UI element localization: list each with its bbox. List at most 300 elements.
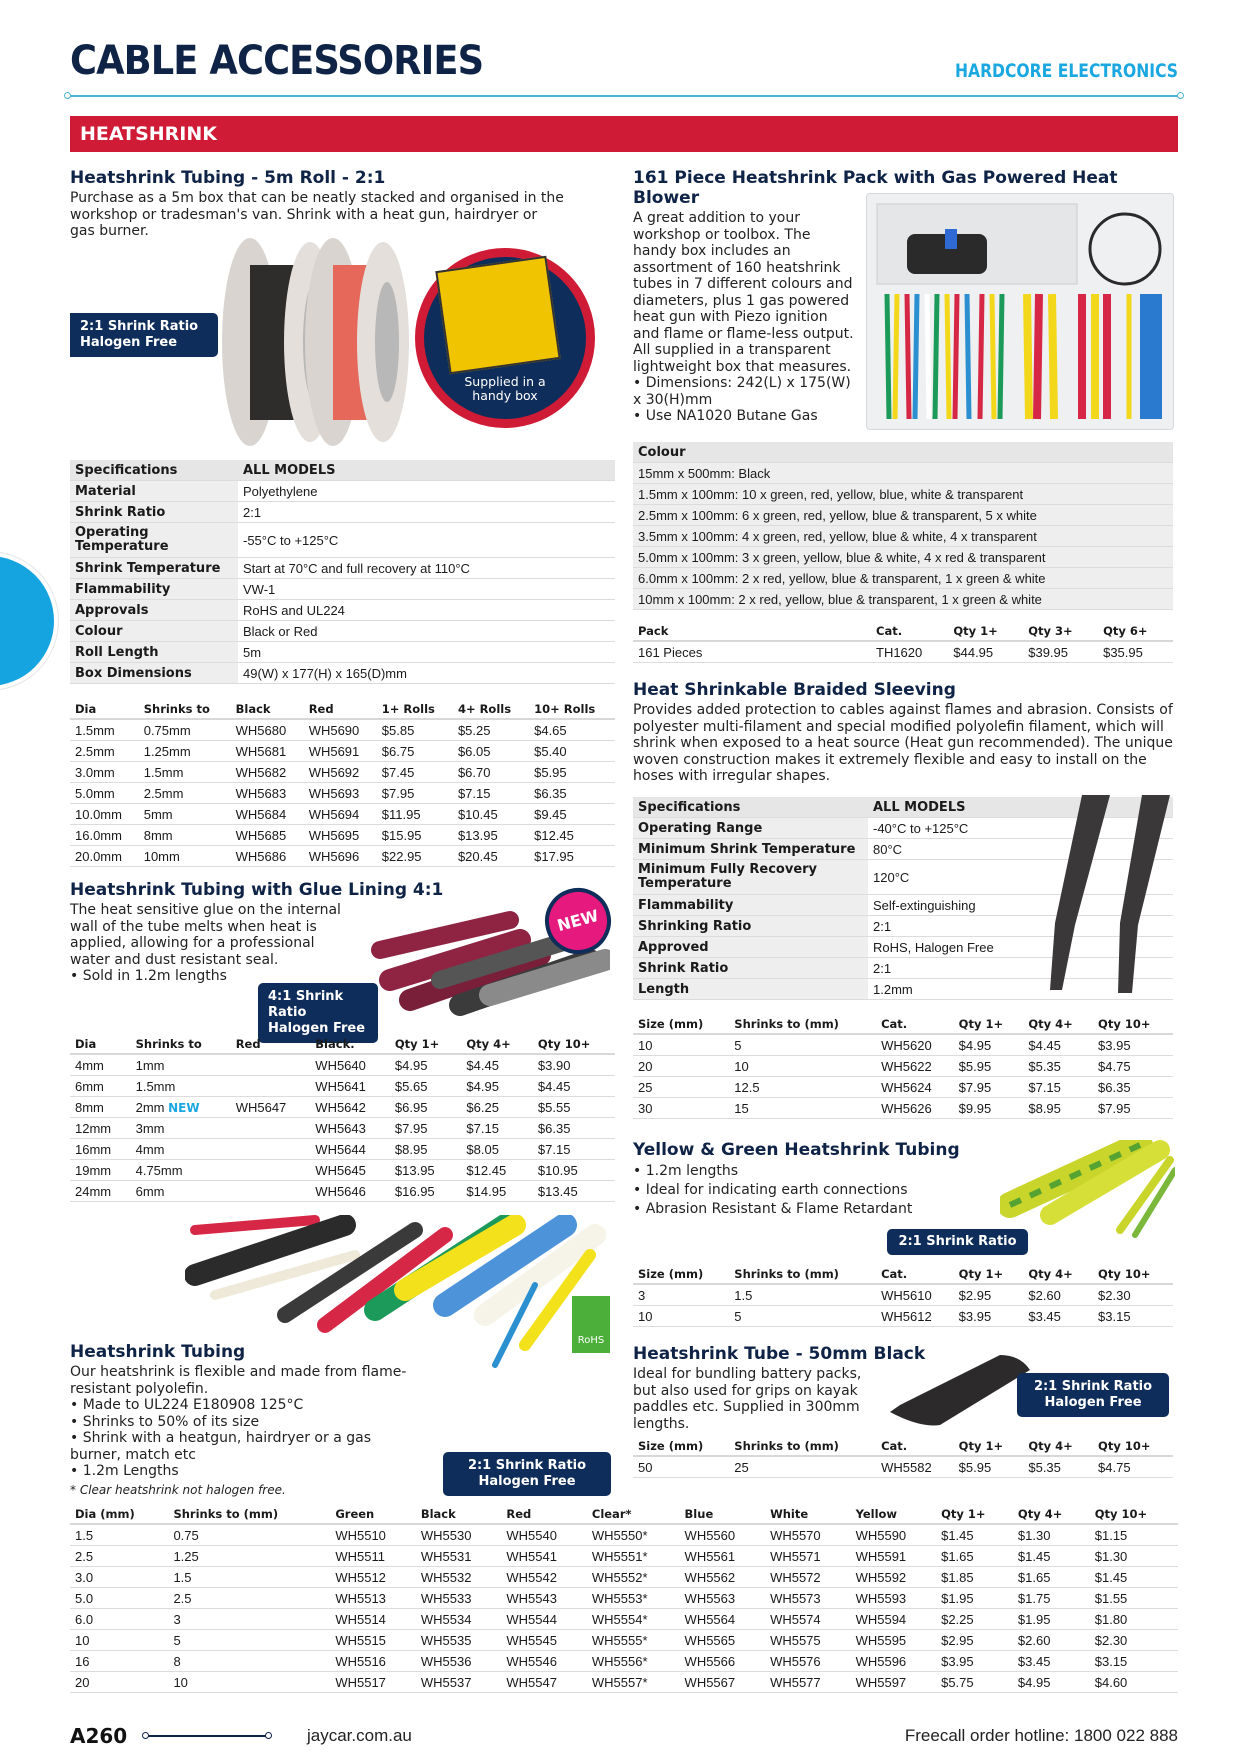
table-cell: WH5515 bbox=[330, 1630, 416, 1651]
table-cell: WH5594 bbox=[851, 1609, 937, 1630]
table-cell: WH5595 bbox=[851, 1630, 937, 1651]
table-cell: 2:1 bbox=[868, 916, 1173, 937]
product-title: Heatshrink Tube - 50mm Black bbox=[633, 1344, 926, 1364]
column-header: Qty 10+ bbox=[1093, 1265, 1173, 1284]
column-header: Cat. bbox=[876, 1015, 954, 1034]
table-cell: $1.45 bbox=[1090, 1567, 1178, 1588]
pack-price-table bbox=[633, 622, 1173, 663]
product-title: Heat Shrinkable Braided Sleeving bbox=[633, 680, 956, 700]
table-cell: $5.95 bbox=[954, 1456, 1024, 1478]
column-header: Red bbox=[304, 700, 377, 719]
spec-badge bbox=[1017, 1373, 1169, 1417]
table-cell: $7.95 bbox=[954, 1077, 1024, 1098]
column-header: Yellow bbox=[851, 1505, 937, 1524]
table-cell: WH5596 bbox=[851, 1651, 937, 1672]
table-cell: ALL MODELS bbox=[868, 797, 1173, 818]
table-cell: WH5683 bbox=[231, 783, 304, 804]
table-header-row bbox=[633, 442, 1173, 463]
table-cell: WH5544 bbox=[501, 1609, 587, 1630]
table-header-row bbox=[70, 460, 615, 481]
table-cell: $1.65 bbox=[936, 1546, 1013, 1567]
table-cell: $6.25 bbox=[461, 1097, 533, 1118]
website-link[interactable]: jaycar.com.au bbox=[307, 1726, 412, 1745]
table-header-row bbox=[70, 523, 615, 558]
table-row bbox=[70, 1651, 1178, 1672]
table-cell: $3.95 bbox=[1093, 1034, 1173, 1056]
table-cell: 10 bbox=[729, 1056, 876, 1077]
table-cell: WH5645 bbox=[310, 1160, 390, 1181]
table-cell: WH5561 bbox=[680, 1546, 766, 1567]
column-header: Shrinks to bbox=[139, 700, 231, 719]
table-cell: WH5551* bbox=[587, 1546, 680, 1567]
table-cell: WH5685 bbox=[231, 825, 304, 846]
table-cell: $2.25 bbox=[936, 1609, 1013, 1630]
table-row bbox=[70, 1567, 1178, 1588]
table-row bbox=[70, 825, 615, 846]
column-header: Shrinks to (mm) bbox=[168, 1505, 330, 1524]
table-row bbox=[633, 1306, 1173, 1327]
table-cell bbox=[231, 1054, 311, 1076]
table-cell: WH5555* bbox=[587, 1630, 680, 1651]
table-cell: Length bbox=[633, 979, 868, 1000]
column-header: Qty 4+ bbox=[1013, 1505, 1090, 1524]
product-yellow-green bbox=[633, 1140, 993, 1219]
table-cell: WH5554* bbox=[587, 1609, 680, 1630]
table-cell: 0.75 bbox=[168, 1524, 330, 1546]
table-cell: 5 bbox=[729, 1034, 876, 1056]
table-cell: WH5624 bbox=[876, 1077, 954, 1098]
table-row bbox=[70, 1160, 615, 1181]
table-cell: Flammability bbox=[633, 895, 868, 916]
bullet: • Shrink with a heatgun, hairdryer or a gas burner, match etc bbox=[70, 1430, 410, 1463]
table-header-row bbox=[633, 463, 1173, 484]
header-divider bbox=[70, 95, 1178, 97]
table-cell: 50 bbox=[633, 1456, 729, 1478]
table-cell: $8.95 bbox=[1023, 1098, 1093, 1119]
table-row bbox=[633, 1034, 1173, 1056]
table-cell: WH5531 bbox=[416, 1546, 502, 1567]
table-cell: WH5541 bbox=[501, 1546, 587, 1567]
table-cell: WH5680 bbox=[231, 719, 304, 741]
table-cell: 6mm bbox=[131, 1181, 231, 1202]
table-cell: 10mm x 100mm: 2 x red, yellow, blue & transparent, 1 x green & white bbox=[633, 589, 1173, 610]
table-cell: RoHS and UL224 bbox=[238, 600, 615, 621]
table-cell: Approved bbox=[633, 937, 868, 958]
table-row bbox=[70, 1097, 615, 1118]
table-cell: WH5511 bbox=[330, 1546, 416, 1567]
table-cell: Colour bbox=[70, 621, 238, 642]
table-cell: 1.25mm bbox=[139, 741, 231, 762]
table-cell: $2.60 bbox=[1023, 1284, 1093, 1306]
yellow-green-price-table bbox=[633, 1265, 1173, 1327]
product-roll bbox=[70, 168, 570, 240]
table-cell: WH5566 bbox=[680, 1651, 766, 1672]
table-cell: 25 bbox=[633, 1077, 729, 1098]
table-cell: $5.35 bbox=[1023, 1456, 1093, 1478]
yellow-green-tubing-image bbox=[1000, 1140, 1175, 1240]
column-header: 1+ Rolls bbox=[377, 700, 453, 719]
table-cell: $6.75 bbox=[377, 741, 453, 762]
table-cell: $7.95 bbox=[1093, 1098, 1173, 1119]
table-header-row bbox=[633, 547, 1173, 568]
product-braided-sleeving bbox=[633, 680, 1178, 785]
table-cell: Specifications bbox=[70, 460, 238, 481]
table-cell: 3.0 bbox=[70, 1567, 168, 1588]
table-header-row bbox=[633, 505, 1173, 526]
table-cell: WH5517 bbox=[330, 1672, 416, 1693]
table-cell: $5.35 bbox=[1023, 1056, 1093, 1077]
table-cell: $6.95 bbox=[390, 1097, 462, 1118]
table-cell: WH5640 bbox=[310, 1054, 390, 1076]
table-cell: WH5682 bbox=[231, 762, 304, 783]
table-cell: $1.95 bbox=[936, 1588, 1013, 1609]
tube50-price-table bbox=[633, 1437, 1173, 1478]
badge-line: Halogen Free bbox=[80, 335, 178, 350]
table-cell: $20.45 bbox=[453, 846, 529, 867]
table-cell: WH5575 bbox=[765, 1630, 851, 1651]
column-header: Green bbox=[330, 1505, 416, 1524]
table-cell: WH5563 bbox=[680, 1588, 766, 1609]
table-cell: WH5510 bbox=[330, 1524, 416, 1546]
page-title: CABLE ACCESSORIES bbox=[70, 38, 484, 84]
table-cell: RoHS, Halogen Free bbox=[868, 937, 1173, 958]
column-header: Qty 6+ bbox=[1098, 622, 1173, 641]
product-description: A great addition to your workshop or toolbox. The handy box includes an assortment of 160 heatshrink tubes in 7 different colours and diameters, plus 1 gas powered heat gun with Piezo ignition and flame or flame-less output. All supplied in a transparent lightweight box that measures. bbox=[633, 210, 854, 375]
table-cell: 4.75mm bbox=[131, 1160, 231, 1181]
table-cell: 10 bbox=[633, 1034, 729, 1056]
table-cell: 10.0mm bbox=[70, 804, 139, 825]
table-cell: WH5513 bbox=[330, 1588, 416, 1609]
column-header: Dia bbox=[70, 700, 139, 719]
column-header: Qty 1+ bbox=[954, 1015, 1024, 1034]
table-cell: 5 bbox=[729, 1306, 876, 1327]
table-cell: Shrink Ratio bbox=[633, 958, 868, 979]
product-description: Ideal for bundling battery packs, but also used for grips on kayak paddles etc. Supplied in 300mm lengths. bbox=[633, 1366, 862, 1432]
table-cell: Start at 70°C and full recovery at 110°C bbox=[238, 558, 615, 579]
table-cell: $4.95 bbox=[954, 1034, 1024, 1056]
table-cell: WH5641 bbox=[310, 1076, 390, 1097]
table-cell: $8.95 bbox=[390, 1139, 462, 1160]
table-cell: WH5691 bbox=[304, 741, 377, 762]
table-cell: Shrink Ratio bbox=[70, 502, 238, 523]
table-cell: WH5556* bbox=[587, 1651, 680, 1672]
table-cell: TH1620 bbox=[871, 641, 948, 663]
bullet: • Abrasion Resistant & Flame Retardant bbox=[633, 1200, 993, 1219]
table-cell: 1.5 bbox=[70, 1524, 168, 1546]
table-cell: $3.45 bbox=[1013, 1651, 1090, 1672]
table-cell: $1.65 bbox=[1013, 1567, 1090, 1588]
table-row bbox=[70, 1181, 615, 1202]
brand-label: HARDCORE ELECTRONICS bbox=[954, 60, 1178, 82]
table-header-row bbox=[633, 484, 1173, 505]
column-header: Red bbox=[501, 1505, 587, 1524]
table-row bbox=[70, 1139, 615, 1160]
column-header: Dia (mm) bbox=[70, 1505, 168, 1524]
table-cell: WH5537 bbox=[416, 1672, 502, 1693]
column-header: Qty 3+ bbox=[1023, 622, 1098, 641]
table-cell: Self-extinguishing bbox=[868, 895, 1173, 916]
table-row bbox=[633, 1056, 1173, 1077]
bullet: • Ideal for indicating earth connections bbox=[633, 1181, 993, 1200]
table-cell: $5.40 bbox=[529, 741, 615, 762]
column-header: Cat. bbox=[876, 1437, 954, 1456]
table-cell: WH5565 bbox=[680, 1630, 766, 1651]
table-cell: WH5535 bbox=[416, 1630, 502, 1651]
table-header-row bbox=[70, 700, 615, 719]
column-header: Qty 4+ bbox=[1023, 1265, 1093, 1284]
table-cell: $5.55 bbox=[533, 1097, 615, 1118]
table-cell: $4.75 bbox=[1093, 1056, 1173, 1077]
table-cell: WH5622 bbox=[876, 1056, 954, 1077]
table-cell: $4.95 bbox=[1013, 1672, 1090, 1693]
table-cell: WH5644 bbox=[310, 1139, 390, 1160]
table-header-row bbox=[70, 579, 615, 600]
bullet: • Dimensions: 242(L) x 175(W) x 30(H)mm bbox=[633, 375, 858, 408]
table-cell: $2.30 bbox=[1090, 1630, 1178, 1651]
table-cell: Shrinking Ratio bbox=[633, 916, 868, 937]
text: Halogen Free bbox=[1044, 1395, 1142, 1410]
column-header: Qty 1+ bbox=[954, 1265, 1024, 1284]
table-row bbox=[70, 804, 615, 825]
table-cell: 161 Pieces bbox=[633, 641, 871, 663]
table-row bbox=[70, 762, 615, 783]
table-cell: WH5620 bbox=[876, 1034, 954, 1056]
table-cell: $4.45 bbox=[533, 1076, 615, 1097]
table-cell: Material bbox=[70, 481, 238, 502]
table-cell: $1.15 bbox=[1090, 1524, 1178, 1546]
table-cell: $5.25 bbox=[453, 719, 529, 741]
column-header: Shrinks to bbox=[131, 1035, 231, 1054]
table-cell: 15 bbox=[729, 1098, 876, 1119]
table-cell: $6.35 bbox=[529, 783, 615, 804]
table-cell: 12mm bbox=[70, 1118, 131, 1139]
table-cell: 6.0 bbox=[70, 1609, 168, 1630]
spec-badge bbox=[443, 1452, 611, 1496]
product-description: The heat sensitive glue on the internal wall of the tube melts when heat is applied, allowing for a professional water and dust resistant seal. bbox=[70, 902, 341, 968]
roll-price-table bbox=[70, 700, 615, 867]
table-cell: WH5557* bbox=[587, 1672, 680, 1693]
table-cell: 0.75mm bbox=[139, 719, 231, 741]
table-cell: $7.15 bbox=[1023, 1077, 1093, 1098]
table-row bbox=[70, 1609, 1178, 1630]
table-header-row bbox=[633, 622, 1173, 641]
table-cell: 5 bbox=[168, 1630, 330, 1651]
table-cell: 10 bbox=[168, 1672, 330, 1693]
product-heatshrink-tubing bbox=[70, 1342, 410, 1498]
black-tube-image bbox=[880, 1350, 1040, 1430]
table-cell: 3mm bbox=[131, 1118, 231, 1139]
table-row bbox=[70, 1054, 615, 1076]
table-cell: $2.95 bbox=[936, 1630, 1013, 1651]
table-cell: $7.15 bbox=[533, 1139, 615, 1160]
table-cell: $44.95 bbox=[948, 641, 1023, 663]
callout-caption bbox=[424, 375, 586, 403]
table-cell: WH5582 bbox=[876, 1456, 954, 1478]
table-header-row bbox=[633, 568, 1173, 589]
braided-sleeve-image bbox=[1020, 795, 1170, 995]
table-cell: 16 bbox=[70, 1651, 168, 1672]
table-cell: WH5545 bbox=[501, 1630, 587, 1651]
table-cell: $5.65 bbox=[390, 1076, 462, 1097]
braided-price-table bbox=[633, 1015, 1173, 1119]
side-tab-marker bbox=[0, 552, 58, 690]
table-cell: WH5540 bbox=[501, 1524, 587, 1546]
table-cell: $13.45 bbox=[533, 1181, 615, 1202]
table-cell: 16mm bbox=[70, 1139, 131, 1160]
rohs-logo: RoHS bbox=[572, 1296, 610, 1353]
table-cell: $13.95 bbox=[453, 825, 529, 846]
table-cell: $7.95 bbox=[390, 1118, 462, 1139]
table-cell: $2.30 bbox=[1093, 1284, 1173, 1306]
table-header-row bbox=[633, 526, 1173, 547]
table-cell: $1.85 bbox=[936, 1567, 1013, 1588]
table-cell: $5.85 bbox=[377, 719, 453, 741]
table-cell: 16.0mm bbox=[70, 825, 139, 846]
table-cell: 5mm bbox=[139, 804, 231, 825]
product-description: Purchase as a 5m box that can be neatly stacked and organised in the workshop or tradesman's van. Shrink with a heat gun, hairdryer or gas burner. bbox=[70, 190, 564, 239]
table-cell: 49(W) x 177(H) x 165(D)mm bbox=[238, 663, 615, 684]
table-cell: WH5552* bbox=[587, 1567, 680, 1588]
table-header-row bbox=[633, 1015, 1173, 1034]
table-cell: 2.5mm x 100mm: 6 x green, red, yellow, blue & transparent, 5 x white bbox=[633, 505, 1173, 526]
table-cell: 8 bbox=[168, 1651, 330, 1672]
table-cell: WH5572 bbox=[765, 1567, 851, 1588]
table-cell: WH5610 bbox=[876, 1284, 954, 1306]
table-cell: ALL MODELS bbox=[238, 460, 615, 481]
table-cell: 5m bbox=[238, 642, 615, 663]
column-header: Clear* bbox=[587, 1505, 680, 1524]
table-row bbox=[70, 1630, 1178, 1651]
table-cell: $4.75 bbox=[1093, 1456, 1173, 1478]
table-cell: $3.95 bbox=[954, 1306, 1024, 1327]
table-cell: 2.5mm bbox=[139, 783, 231, 804]
table-cell: Specifications bbox=[633, 797, 868, 818]
table-cell: WH5564 bbox=[680, 1609, 766, 1630]
table-cell: WH5591 bbox=[851, 1546, 937, 1567]
table-cell: 5.0 bbox=[70, 1588, 168, 1609]
table-row bbox=[633, 1456, 1173, 1478]
table-cell: WH5626 bbox=[876, 1098, 954, 1119]
text: 2:1 Shrink Ratio bbox=[1033, 1379, 1153, 1394]
text: handy box bbox=[472, 388, 538, 403]
column-header: Qty 1+ bbox=[936, 1505, 1013, 1524]
table-cell: $4.60 bbox=[1090, 1672, 1178, 1693]
product-title: Heatshrink Tubing bbox=[70, 1342, 246, 1362]
table-cell: $13.95 bbox=[390, 1160, 462, 1181]
table-cell: $4.65 bbox=[529, 719, 615, 741]
roll-spec-table bbox=[70, 460, 615, 684]
product-title: Heatshrink Tubing - 5m Roll - 2:1 bbox=[70, 168, 386, 188]
table-cell: 25 bbox=[729, 1456, 876, 1478]
column-header: Red bbox=[231, 1035, 311, 1054]
table-cell: 3 bbox=[168, 1609, 330, 1630]
table-cell: 20.0mm bbox=[70, 846, 139, 867]
table-cell: 2.5 bbox=[168, 1588, 330, 1609]
product-description: Provides added protection to cables against flames and abrasion. Consists of polyester multi-filament and special modified polyolefin filament, which will shrink when exposed to a heat source (Heat gun recommended). The unique woven construction makes it extremely flexible and easy to install on the hoses with irregular shapes. bbox=[633, 702, 1173, 784]
column-header: Qty 10+ bbox=[1093, 1437, 1173, 1456]
table-cell: $3.45 bbox=[1023, 1306, 1093, 1327]
column-header: Qty 1+ bbox=[948, 622, 1023, 641]
table-cell: $3.95 bbox=[936, 1651, 1013, 1672]
table-header-row bbox=[70, 642, 615, 663]
pack-product-image bbox=[866, 193, 1174, 430]
table-cell: $5.75 bbox=[936, 1672, 1013, 1693]
table-cell: 1.25 bbox=[168, 1546, 330, 1567]
table-cell: $9.45 bbox=[529, 804, 615, 825]
table-cell: WH5562 bbox=[680, 1567, 766, 1588]
table-cell: WH5533 bbox=[416, 1588, 502, 1609]
table-cell: $1.95 bbox=[1013, 1609, 1090, 1630]
table-cell: $1.30 bbox=[1013, 1524, 1090, 1546]
table-cell: 8mm bbox=[139, 825, 231, 846]
table-cell: WH5574 bbox=[765, 1609, 851, 1630]
table-cell: $11.95 bbox=[377, 804, 453, 825]
table-cell: WH5577 bbox=[765, 1672, 851, 1693]
table-row bbox=[70, 1524, 1178, 1546]
table-cell: 12.5 bbox=[729, 1077, 876, 1098]
table-cell: $15.95 bbox=[377, 825, 453, 846]
table-cell: $8.05 bbox=[461, 1139, 533, 1160]
table-header-row bbox=[70, 663, 615, 684]
column-header: Cat. bbox=[876, 1265, 954, 1284]
table-row bbox=[633, 641, 1173, 663]
table-cell: WH5516 bbox=[330, 1651, 416, 1672]
box-image bbox=[435, 256, 560, 375]
table-cell: 1.5mm bbox=[139, 762, 231, 783]
table-cell bbox=[231, 1160, 311, 1181]
table-cell: WH5512 bbox=[330, 1567, 416, 1588]
table-header-row bbox=[70, 1505, 1178, 1524]
table-cell: 19mm bbox=[70, 1160, 131, 1181]
table-cell bbox=[231, 1076, 311, 1097]
table-cell: WH5696 bbox=[304, 846, 377, 867]
column-header: Blue bbox=[680, 1505, 766, 1524]
table-cell: 8mm bbox=[70, 1097, 131, 1118]
table-cell: Approvals bbox=[70, 600, 238, 621]
table-cell: WH5593 bbox=[851, 1588, 937, 1609]
table-cell: WH5573 bbox=[765, 1588, 851, 1609]
column-header: Black. bbox=[310, 1035, 390, 1054]
table-cell: WH5643 bbox=[310, 1118, 390, 1139]
text: Halogen Free bbox=[478, 1474, 576, 1489]
spec-badge bbox=[70, 313, 218, 357]
table-cell: Shrink Temperature bbox=[70, 558, 238, 579]
table-cell: 2.5 bbox=[70, 1546, 168, 1567]
table-row bbox=[70, 741, 615, 762]
product-title: Yellow & Green Heatshrink Tubing bbox=[633, 1140, 960, 1160]
table-cell: $4.95 bbox=[461, 1076, 533, 1097]
table-cell: WH5684 bbox=[231, 804, 304, 825]
table-cell: 1.5mm bbox=[70, 719, 139, 741]
table-cell: $22.95 bbox=[377, 846, 453, 867]
bullet: • Use NA1020 Butane Gas bbox=[633, 408, 858, 425]
table-cell: $39.95 bbox=[1023, 641, 1098, 663]
table-row bbox=[70, 783, 615, 804]
table-cell: $17.95 bbox=[529, 846, 615, 867]
table-cell: Minimum Shrink Temperature bbox=[633, 839, 868, 860]
table-row bbox=[70, 1118, 615, 1139]
table-cell: WH5546 bbox=[501, 1651, 587, 1672]
text: 2:1 Shrink Ratio bbox=[467, 1458, 587, 1473]
table-cell: WH5532 bbox=[416, 1567, 502, 1588]
table-cell: $7.95 bbox=[377, 783, 453, 804]
table-cell: WH5553* bbox=[587, 1588, 680, 1609]
column-header: Pack bbox=[633, 622, 871, 641]
text: 4:1 Shrink Ratio bbox=[268, 989, 344, 1020]
table-cell: $3.15 bbox=[1093, 1306, 1173, 1327]
badge-line: 2:1 Shrink Ratio bbox=[80, 319, 199, 334]
table-cell: -40°C to +125°C bbox=[868, 818, 1173, 839]
